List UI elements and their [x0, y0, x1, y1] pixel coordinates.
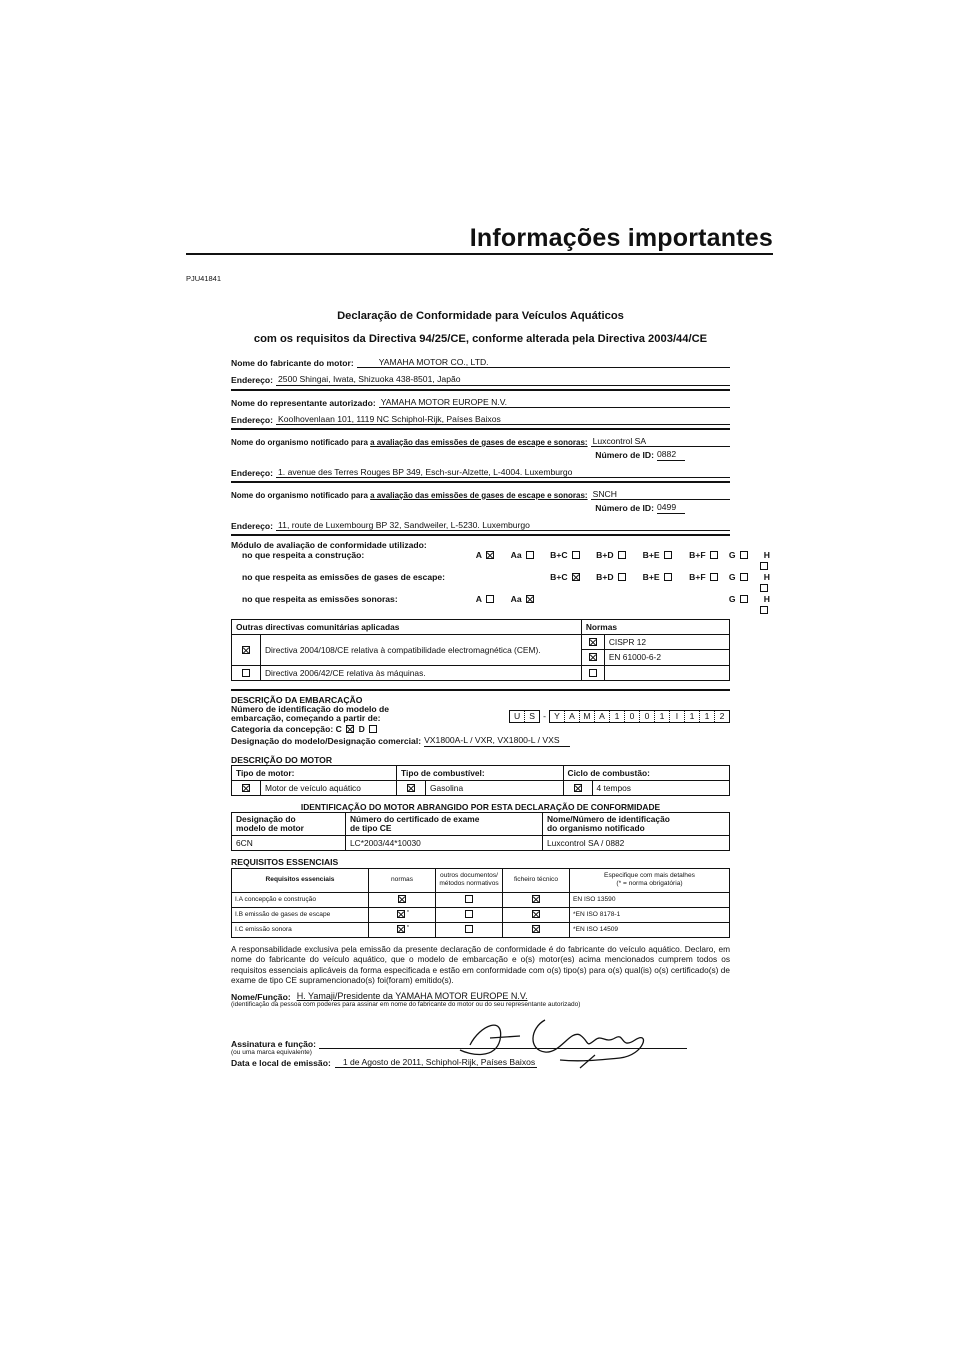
fuel-header: Tipo de combustível: — [397, 765, 563, 780]
norm2-checkbox — [589, 653, 597, 661]
declaration-title: Declaração de Conformidade para Veículos Aquáticos — [337, 310, 624, 322]
ident-title: IDENTIFICAÇÃO DO MOTOR ABRANGIDO POR ESTA DECLARAÇÃO DE CONFORMIDADE — [300, 802, 661, 813]
hin-char: 2 — [719, 710, 725, 721]
category-line: Categoria da concepção: C D — [231, 724, 730, 734]
module-checkbox — [572, 551, 580, 559]
hin-char: 1 — [610, 711, 625, 722]
name-note: (identificação da pessoa com poderes para assinar em nome do fabricante do motor ou do seu representante autorizado) — [231, 1001, 581, 1009]
nb1-id-label: Número de ID: — [595, 450, 654, 461]
directives-table — [231, 619, 730, 680]
manufacturer-value: YAMAHA MOTOR CO., LTD. — [357, 357, 730, 368]
norm1-text: CISPR 12 — [604, 635, 729, 650]
dir1-text: Directiva 2004/108/CE relativa à compatibilidade electromagnética (CEM). — [261, 635, 582, 665]
hin-char: I — [670, 711, 685, 722]
rep-label: Nome do representante autorizado: — [231, 397, 376, 408]
module-checkbox — [526, 551, 534, 559]
nb1-label: Nome do organismo notificado para a avaliação das emissões de gases de escape e sonoras: — [231, 437, 588, 447]
nb2-value: SNCH — [591, 489, 730, 500]
hin-char: 1 — [655, 711, 670, 722]
nb2-id: 0499 — [657, 502, 685, 513]
nb1-id: 0882 — [657, 449, 685, 460]
module-title: Módulo de avaliação de conformidade utilizado: — [231, 540, 427, 550]
date-value: 1 de Agosto de 2011, Schiphol-Rijk, Países Baixos — [335, 1057, 537, 1068]
hin-country-box — [509, 710, 540, 723]
hin-char: U — [510, 711, 525, 722]
signature-note: (ou uma marca equivalente) — [231, 1049, 312, 1057]
declaration-subtitle: com os requisitos da Directiva 94/25/CE, conforme alterada pela Directiva 2003/44/CE — [253, 333, 708, 346]
ident-body: Luxcontrol SA / 0882 — [543, 836, 730, 851]
dir1-checkbox — [242, 646, 250, 654]
manufacturer-label: Nome do fabricante do motor: — [231, 357, 354, 368]
norm3-checkbox — [589, 669, 597, 677]
rep-address-label: Endereço: — [231, 414, 274, 425]
fuel-value: Gasolina — [426, 780, 563, 795]
nb2-id-label: Número de ID: — [595, 503, 654, 514]
name-value: H. Yamaji/Presidente da YAMAHA MOTOR EUROPE N.V. — [296, 991, 528, 1002]
norms-header: Normas — [581, 620, 729, 635]
module-row: no que respeita as emissões de gases de escape: B+C B+D B+E B+F G H — [242, 572, 730, 594]
hin-char: S — [529, 710, 535, 721]
boat-title: DESCRIÇÃO DA EMBARCAÇÃO — [231, 694, 363, 705]
hin-char: 1 — [685, 711, 700, 722]
req-title: REQUISITOS ESSENCIAIS — [231, 857, 339, 868]
hin-char: 1 — [700, 711, 715, 722]
module-checkbox — [572, 573, 580, 581]
manufacturer-address-label: Endereço: — [231, 375, 274, 386]
cycle-header: Ciclo de combustão: — [563, 765, 729, 780]
dir2-text: Directiva 2006/42/CE relativa às máquinas. — [261, 665, 582, 680]
nb1-address: 1. avenue des Terres Rouges BP 349, Esch-sur-Alzette, L-4004. Luxemburgo — [276, 467, 730, 478]
module-checkbox — [486, 551, 494, 559]
nb2-label: Nome do organismo notificado para a avaliação das emissões de gases de escape e sonoras: — [231, 490, 588, 500]
ident-table: Designação do modelo de motor Número do certificado de exame de tipo CE Nome/Número de identificação do organismo notificado 6CN LC*2003/44*10030 Luxcontrol SA / 0882 — [231, 812, 730, 851]
signature-image — [450, 1010, 670, 1075]
date-label: Data e local de emissão: — [231, 1057, 331, 1068]
module-checkbox — [710, 551, 718, 559]
req-row: I.C emissão sonora * *EN ISO 14509 — [232, 922, 730, 937]
cycle-value: 4 tempos — [592, 780, 729, 795]
nb1-value: Luxcontrol SA — [591, 436, 730, 447]
hin-char: A — [595, 711, 610, 722]
section-code: PJU41841 — [186, 274, 222, 283]
module-rows — [231, 550, 770, 616]
designation-label: Designação do modelo/Designação comercial: — [231, 736, 422, 747]
engine-type-checkbox — [242, 784, 250, 792]
header-rule — [186, 253, 773, 255]
fuel-checkbox — [407, 784, 415, 792]
module-row: no que respeita as emissões sonoras: A Aa G H — [242, 594, 730, 616]
hin-label-2: embarcação, começando a partir de: — [231, 712, 381, 723]
module-checkbox — [618, 573, 626, 581]
cycle-checkbox — [574, 784, 582, 792]
hin-char: M — [580, 711, 595, 722]
module-checkbox — [710, 573, 718, 581]
module-checkbox — [760, 584, 768, 592]
hin-code-box — [549, 710, 730, 723]
engine-title: DESCRIÇÃO DO MOTOR — [231, 754, 333, 765]
engine-type-header: Tipo de motor: — [232, 765, 397, 780]
module-checkbox — [664, 551, 672, 559]
requirements-table: Requisitos essenciais normas outros documentos/ métodos normativos ficheiro técnico Especifique com mais detalhes (* = norma obrigatória) I.A concepção e construção EN ISO 13590 I.B emissão de gases de escape * *EN ISO 8178-1 I.C emissão sonora * *EN ISO 14509 — [231, 868, 730, 938]
hin-char: 0 — [640, 711, 655, 722]
engine-type-value: Motor de veículo aquático — [261, 780, 397, 795]
declaration-document: Declaração de Conformidade para Veículos Aquáticos com os requisitos da Directiva 94/25/CE, conforme alterada pela Directiva 2003/44/CE Nome do fabricante do motor: YAMAHA MOTOR CO., LTD. Endereço: 2500 Shingai, Iwata, Shizuoka 438-8501, Japão Nome do representante autorizado: YAMAHA MOTOR EUROPE N.V. Endereço: Koolhovenlaan 101, 1119 NC Schiphol-Rijk, Países Baixos Nome do organismo notificado para a avaliação das emissões de gases de escape e sonoras: Luxcontrol SA Número de ID: 0882 Endereço: 1. avenue des Terres Rouges BP 349, Esch-sur-Alzette, L-4004. Luxemburgo Nome do organismo notificado para a avaliação das emissões de gases de escape e sonoras: SNCH Número de ID: 0499 Endereço: 11, route de Luxembourg BP 32, Sandweiler, L-5230. Luxemburgo Módulo de avaliação de conformidade utilizado: no que respeita a construção: A Aa B+C B+D B+E B+F G H no que respeita as emissões de gases de escape: B+C B+D B+E B+F G H no que respeita as emissões sonoras: A Aa G H Outras directivas comunitárias aplicadas Normas Directiva 2004/108/CE relativa à compatibilidade electromagnética (CEM). CISPR 12 EN 61000-6-2 Directiva 2006/42/CE relativa às máquinas. DESCRIÇÃO DA EMBARCAÇÃO Número de identificação do modelo de embarcação, começando a partir de: U S - Y A M A 1 0 0 1 I 1 1 2 Categoria da concepção: C D Designação do modelo/Designação comercial: VX1800A-L / VXR, VX1800-L / VXS DESCRIÇÃO DO MOTOR Tipo de motor: Tipo de combustível: Ciclo de combustão: Motor de veículo aquático Gasolina 4 tempos IDENTIFICAÇÃO DO MOTOR ABRANGIDO POR ESTA DECLARAÇÃO DE CONFORMIDADE Designação do modelo de motor Número do certificado de exame de tipo CE Nome/Número de identificação do organismo notificado 6CN LC*2003/44*10030 Luxcontrol SA / 0882 REQUISITOS ESSENCIAIS Requisitos essenciais normas outros documentos/ métodos normativos ficheiro técnico Especifique com mais detalhes (* = norma obrigatória) I.A concepção e construção EN ISO 13590 I.B emissão de gases de escape * *EN ISO 8178-1 I.C emissão sonora * *EN ISO 14509 A responsabilidade exclusiva pela emissão da presente declaração de conformidade é do fabricante do veículo aquático. Declaro, em nome do fabricante do veículo aquático, que o modelo de embarcação e o(s) motor(es) acima mencionados cumprem todos os requisitos essenciais aplicáveis da forma especificada e estão em conformidade com o(s) tipo(s) para o(s) qual(is) o(s) certificado(s) de exame de tipo CE supramencionado(s) foi(foram) emitido(s). Nome/Função: H. Yamaji/Presidente da YAMAHA MOTOR EUROPE N.V. (identificação da pessoa com poderes para assinar em nome do fabricante do motor ou do seu representante autorizado) Assinatura e função: (ou uma marca equivalente) Data e local de emissão: 1 de Agosto de 2011, Schiphol-Rijk, Países Baixos — [231, 310, 770, 1068]
module-checkbox — [740, 595, 748, 603]
req-row: I.A concepção e construção EN ISO 13590 — [232, 892, 730, 907]
module-checkbox — [760, 562, 768, 570]
nb2-address-label: Endereço: — [231, 520, 274, 531]
page-title: Informações importantes — [469, 224, 773, 252]
module-checkbox — [618, 551, 626, 559]
hin-label-1: Número de identificação do modelo de — [231, 703, 390, 714]
ident-model: 6CN — [232, 836, 346, 851]
designation-value: VX1800A-L / VXR, VX1800-L / VXS — [424, 735, 570, 746]
ident-cert: LC*2003/44*10030 — [346, 836, 543, 851]
module-row: no que respeita a construção: A Aa B+C B+D B+E B+F G H — [242, 550, 730, 572]
engine-table — [231, 765, 730, 796]
norm2-text: EN 61000-6-2 — [604, 650, 729, 665]
directives-header: Outras directivas comunitárias aplicadas — [232, 620, 582, 635]
module-checkbox — [526, 595, 534, 603]
name-label: Nome/Função: — [231, 991, 291, 1002]
hin-char: 0 — [625, 711, 640, 722]
req-row: I.B emissão de gases de escape * *EN ISO 8178-1 — [232, 907, 730, 922]
dir2-checkbox — [242, 669, 250, 677]
manufacturer-address: 2500 Shingai, Iwata, Shizuoka 438-8501, Japão — [276, 374, 730, 385]
module-checkbox — [486, 595, 494, 603]
module-checkbox — [740, 573, 748, 581]
rep-address: Koolhovenlaan 101, 1119 NC Schiphol-Rijk, Países Baixos — [276, 414, 730, 425]
module-checkbox — [740, 551, 748, 559]
statement: A responsabilidade exclusiva pela emissão da presente declaração de conformidade é do fabricante do veículo aquático. Declaro, em nome do fabricante do veículo aquático, que o modelo de embarcação e o(s) motor(es) acima mencionados cumprem todos os requisitos essenciais aplicáveis da forma especificada e estão em conformidade com o(s) tipo(s) para o(s) qual(is) o(s) certificado(s) de exame de tipo CE supramencionado(s) foi(foram) emitido(s). — [231, 943, 730, 985]
signature-label: Assinatura e função: — [231, 1038, 317, 1049]
nb1-address-label: Endereço: — [231, 467, 274, 478]
nb2-address: 11, route de Luxembourg BP 32, Sandweiler, L-5230. Luxemburgo — [276, 520, 730, 531]
hin-char: A — [565, 711, 580, 722]
hin-char: Y — [550, 711, 565, 722]
module-checkbox — [760, 606, 768, 614]
rep-value: YAMAHA MOTOR EUROPE N.V. — [379, 397, 730, 408]
module-checkbox — [664, 573, 672, 581]
norm1-checkbox — [589, 638, 597, 646]
